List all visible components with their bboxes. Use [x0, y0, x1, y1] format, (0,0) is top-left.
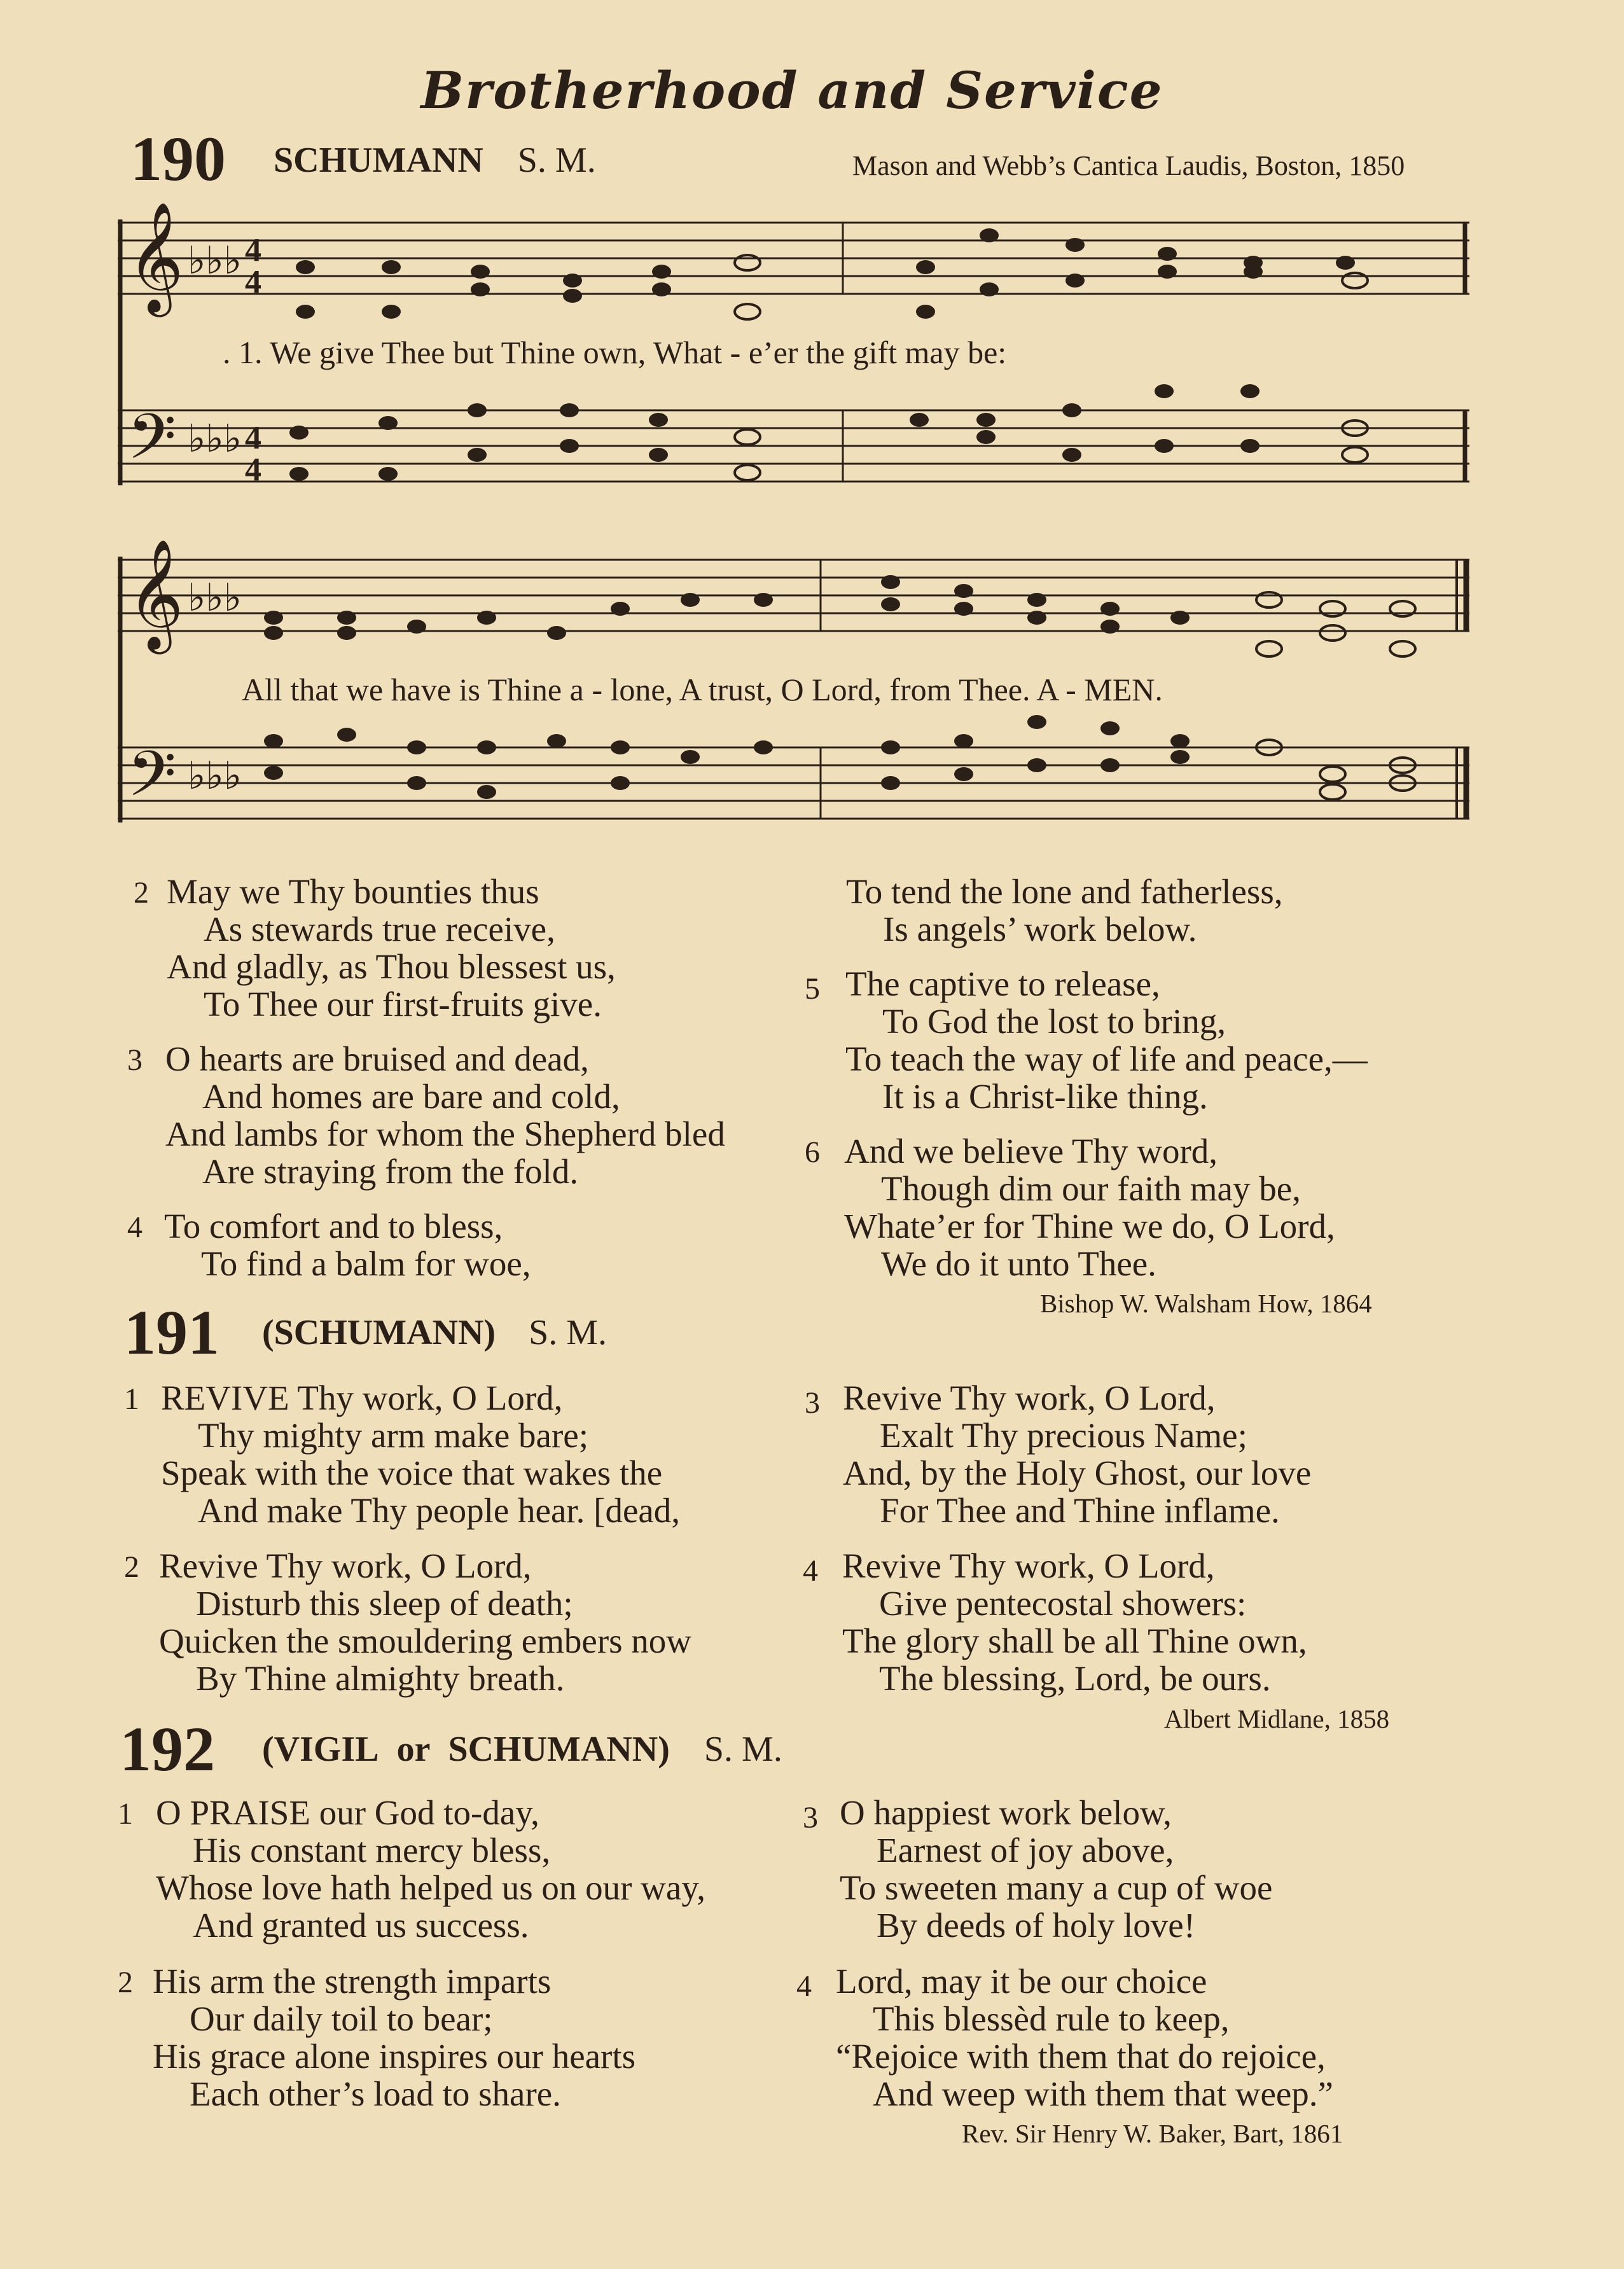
hymn-190-tune-name: SCHUMANN [274, 141, 483, 180]
svg-text:𝄞: 𝄞 [127, 202, 184, 312]
svg-text:4: 4 [245, 232, 261, 268]
hymn-190-meter: S. M. [517, 141, 596, 180]
hymn-191-verse-1: 1 REVIVE Thy work, O Lord, Thy mighty arm make bare; Speak with the voice that wakes the And make Thy people hear. [dead, [124, 1378, 681, 1530]
hymn-192-tune [262, 1729, 782, 1770]
svg-text:♭♭♭: ♭♭♭ [188, 417, 242, 461]
hymn-190-verse-4: 4 To comfort and to bless, To find a balm for woe, [127, 1207, 531, 1283]
hymn-192-author: Rev. Sir Henry W. Baker, Bart, 1861 [962, 2119, 1343, 2148]
svg-text:𝄢: 𝄢 [127, 401, 177, 489]
hymn-192-verse-3: 3 O happiest work below, Earnest of joy above, To sweeten many a cup of woe By deeds of holy love! [803, 1793, 1273, 1945]
hymn-190-verse-6: 6 And we believe Thy word, Though dim our faith may be, Whate’er for Thine we do, O Lord, We do it unto Thee. [805, 1132, 1335, 1283]
hymn-190-verse-3: 3 O hearts are bruised and dead, And homes are bare and cold, And lambs for whom the Shepherd bled Are straying from the fold. [127, 1039, 725, 1191]
hymn-192-verse-4: 4 Lord, may it be our choice This blessèd rule to keep, “Rejoice with them that do rejoice, And weep with them that weep.” [796, 1962, 1333, 2113]
svg-text:4: 4 [245, 420, 261, 456]
hymn-191-meter: S. M. [529, 1313, 607, 1352]
hymn-192-tune-b: SCHUMANN) [448, 1730, 670, 1769]
hymn-190-lyrics-line-2: All that we have is Thine a - lone, A trust, O Lord, from Thee. A - MEN. [242, 672, 1163, 707]
svg-text:♭♭♭: ♭♭♭ [188, 754, 242, 798]
hymn-190-tune [274, 140, 596, 181]
hymn-191-number: 191 [124, 1297, 219, 1368]
hymn-190-source: Mason and Webb’s Cantica Laudis, Boston, 1850 [852, 150, 1405, 181]
svg-text:4: 4 [245, 452, 261, 488]
hymn-192-tune-a: (VIGIL [262, 1730, 379, 1769]
treble-clef-icon [127, 202, 184, 317]
hymn-192-number: 192 [120, 1714, 215, 1784]
svg-text:4: 4 [245, 264, 261, 300]
hymn-190-number: 190 [130, 123, 226, 194]
svg-text:𝄢: 𝄢 [127, 738, 177, 826]
hymn-190-author: Bishop W. Walsham How, 1864 [1040, 1289, 1372, 1318]
hymn-190-lyrics-line-1: . 1. We give Thee but Thine own, What - e’er the gift may be: [223, 335, 1007, 370]
hymn-191-author: Albert Midlane, 1858 [1164, 1704, 1390, 1733]
hymn-192-tune-or: or [396, 1730, 431, 1769]
hymn-191-verse-4: 4 Revive Thy work, O Lord, Give pentecostal showers: The glory shall be all Thine own, The blessing, Lord, be ours. [803, 1546, 1307, 1698]
svg-text:♭♭♭: ♭♭♭ [188, 239, 242, 283]
hymn-191-tune [262, 1312, 607, 1353]
hymn-190-verse-5: 5 The captive to release, To God the lost to bring, To teach the way of life and peace,— It is a Christ-like thing. [805, 964, 1368, 1116]
hymn-190-verse-4-continued: To tend the lone and fatherless, Is angels’ work below. [846, 872, 1283, 948]
svg-text:♭♭♭: ♭♭♭ [188, 576, 242, 620]
bass-clef-icon [127, 401, 176, 489]
hymn-191-tune-name: (SCHUMANN) [262, 1313, 496, 1352]
hymn-191-verse-3: 3 Revive Thy work, O Lord, Exalt Thy precious Name; And, by the Holy Ghost, our love For Thee and Thine inflame. [805, 1378, 1312, 1530]
svg-text:𝄞: 𝄞 [127, 539, 184, 649]
hymn-190-verse-2: 2 May we Thy bounties thus As stewards true receive, And gladly, as Thou blessest us, To Thee our first-fruits give. [134, 872, 616, 1023]
section-title: Brotherhood and Service [420, 60, 1163, 120]
hymn-192-verse-1: 1 O PRAISE our God to-day, His constant mercy bless, Whose love hath helped us on our way, And granted us success. [118, 1793, 705, 1945]
hymn-192-meter: S. M. [704, 1730, 782, 1769]
hymn-191-verse-2: 2 Revive Thy work, O Lord, Disturb this sleep of death; Quicken the smouldering embers now By Thine almighty breath. [124, 1546, 692, 1698]
hymn-192-verse-2: 2 His arm the strength imparts Our daily toil to bear; His grace alone inspires our hearts Each other’s load to share. [118, 1962, 636, 2113]
